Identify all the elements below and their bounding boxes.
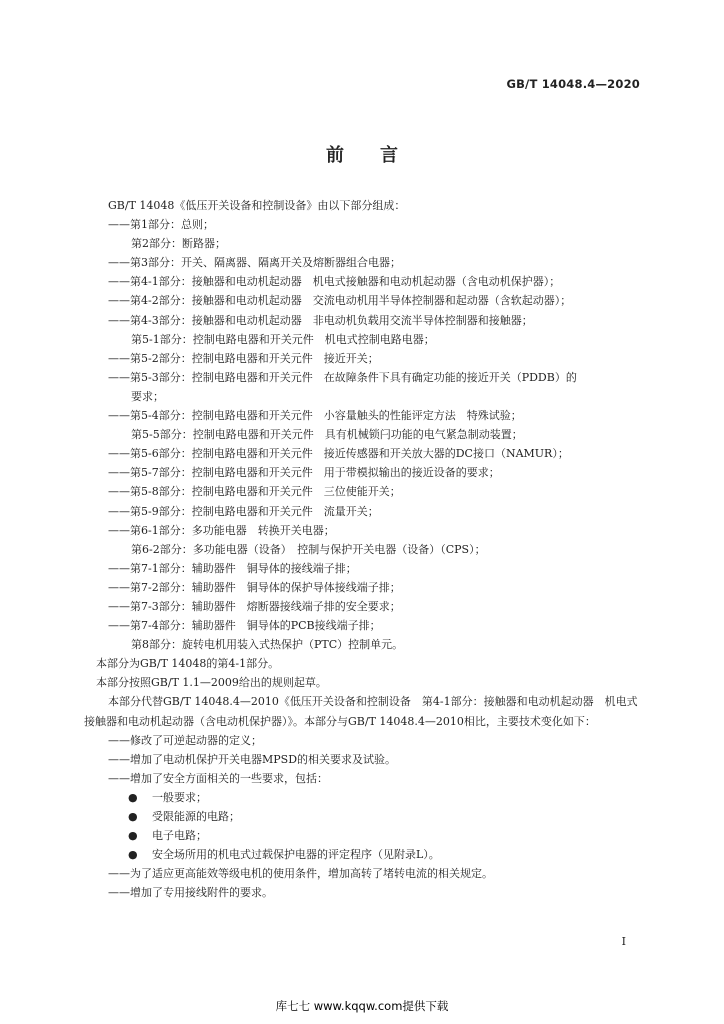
bullet-item (84, 845, 644, 864)
page-title: 前 言 (326, 145, 398, 166)
text-line: ——第4-1部分：接触器和电动机起动器 机电式接触器和电动机起动器（含电动机保护器）； (108, 275, 561, 289)
page-number: I (621, 935, 626, 948)
text-line: ——第5-6部分：控制电路电器和开关元件 接近传感器和开关放大器的DC接口（NAMUR）； (108, 447, 569, 461)
bullet-item (84, 788, 644, 807)
bullet-text: 安全场所用的机电式过载保护电器的评定程序（见附录L）。 (152, 848, 440, 862)
replacement-paragraph: 本部分代替GB/T 14048.4—2010《低压开关设备和控制设备 第4-1部分：接触器和电动机起动器 机电式接触器和电动机起动器（含电动机保护器）》。本部分与GB/T 14048.4—2010相比，主要技术变化如下： (84, 695, 638, 728)
text-line: ——第4-2部分：接触器和电动机起动器 交流电动机用半导体控制器和起动器（含软起动器）； (108, 294, 572, 308)
bullet-icon: ● (128, 790, 138, 804)
text-line: ——第7-1部分：辅助器件 铜导体的接线端子排； (108, 561, 357, 575)
text-line: ——第1部分：总则； (108, 218, 214, 232)
bullet-icon: ● (128, 848, 138, 862)
change-item: ——修改了可逆起动器的定义； (108, 733, 262, 747)
text-line: 第2部分：断路器； (131, 237, 226, 251)
bullet-text: 受限能源的电路； (152, 810, 240, 823)
text-line: ——第3部分：开关、隔离器、隔离开关及熔断器组合电器； (108, 256, 401, 270)
standard-number-header: GB/T 14048.4—2020 (506, 77, 640, 91)
text-line: ——第5-3部分：控制电路电器和开关元件 在故障条件下具有确定功能的接近开关（PDDB）的 (108, 370, 577, 384)
change-item: ——增加了安全方面相关的一些要求，包括： (108, 771, 328, 785)
changes-tail-list (84, 864, 644, 902)
footer-watermark: 库七七 www.kqqw.com提供下载 (275, 999, 449, 1013)
bullet-item (84, 826, 644, 845)
part-list (84, 196, 644, 692)
text-line: ——第4-3部分：接触器和电动机起动器 非电动机负载用交流半导体控制器和接触器； (108, 313, 533, 327)
document-body (84, 196, 644, 902)
text-line: ——第7-3部分：辅助器件 熔断器接线端子排的安全要求； (108, 599, 401, 613)
bullet-text: 电子电路； (152, 829, 207, 843)
bullet-icon: ● (128, 810, 138, 823)
changes-list (84, 731, 644, 788)
text-line: ——第7-4部分：辅助器件 铜导体的PCB接线端子排； (108, 619, 381, 633)
text-line: ——第5-2部分：控制电路电器和开关元件 接近开关； (108, 351, 379, 365)
change-item: ——增加了电动机保护开关电器MPSD的相关要求及试验。 (108, 752, 397, 766)
text-line: 要求； (131, 389, 164, 403)
text-line: 第8部分：旋转电机用装入式热保护（PTC）控制单元。 (131, 638, 404, 652)
text-line: ——第5-4部分：控制电路电器和开关元件 小容量触头的性能评定方法 特殊试验； (108, 409, 522, 423)
text-line: ——第5-7部分：控制电路电器和开关元件 用于带模拟输出的接近设备的要求； (108, 466, 500, 480)
text-line: 第5-5部分：控制电路电器和开关元件 具有机械锁闩功能的电气紧急制动装置； (131, 428, 523, 442)
text-line: GB/T 14048《低压开关设备和控制设备》由以下部分组成： (108, 199, 406, 212)
text-line: ——第7-2部分：辅助器件 铜导体的保护导体接线端子排； (108, 580, 401, 594)
text-line: 第6-2部分：多功能电器（设备） 控制与保护开关电器（设备）（CPS）； (131, 542, 486, 556)
text-line: 本部分按照GB/T 1.1—2009给出的规则起草。 (96, 676, 327, 690)
text-line: 第5-1部分：控制电路电器和开关元件 机电式控制电路电器； (131, 332, 435, 346)
text-line: ——第5-9部分：控制电路电器和开关元件 流量开关； (108, 504, 379, 518)
text-line: ——第5-8部分：控制电路电器和开关元件 三位使能开关； (108, 485, 401, 499)
bullet-text: 一般要求； (152, 790, 207, 804)
change-item: ——为了适应更高能效等级电机的使用条件，增加高转了堵转电流的相关规定。 (108, 867, 493, 881)
bullet-item (84, 807, 644, 826)
text-line: 本部分为GB/T 14048的第4-1部分。 (96, 657, 280, 671)
change-item: ——增加了专用接线附件的要求。 (108, 886, 273, 900)
text-line: ——第6-1部分：多功能电器 转换开关电器； (108, 523, 335, 537)
bullet-icon: ● (128, 829, 138, 843)
bullet-list (84, 788, 644, 864)
